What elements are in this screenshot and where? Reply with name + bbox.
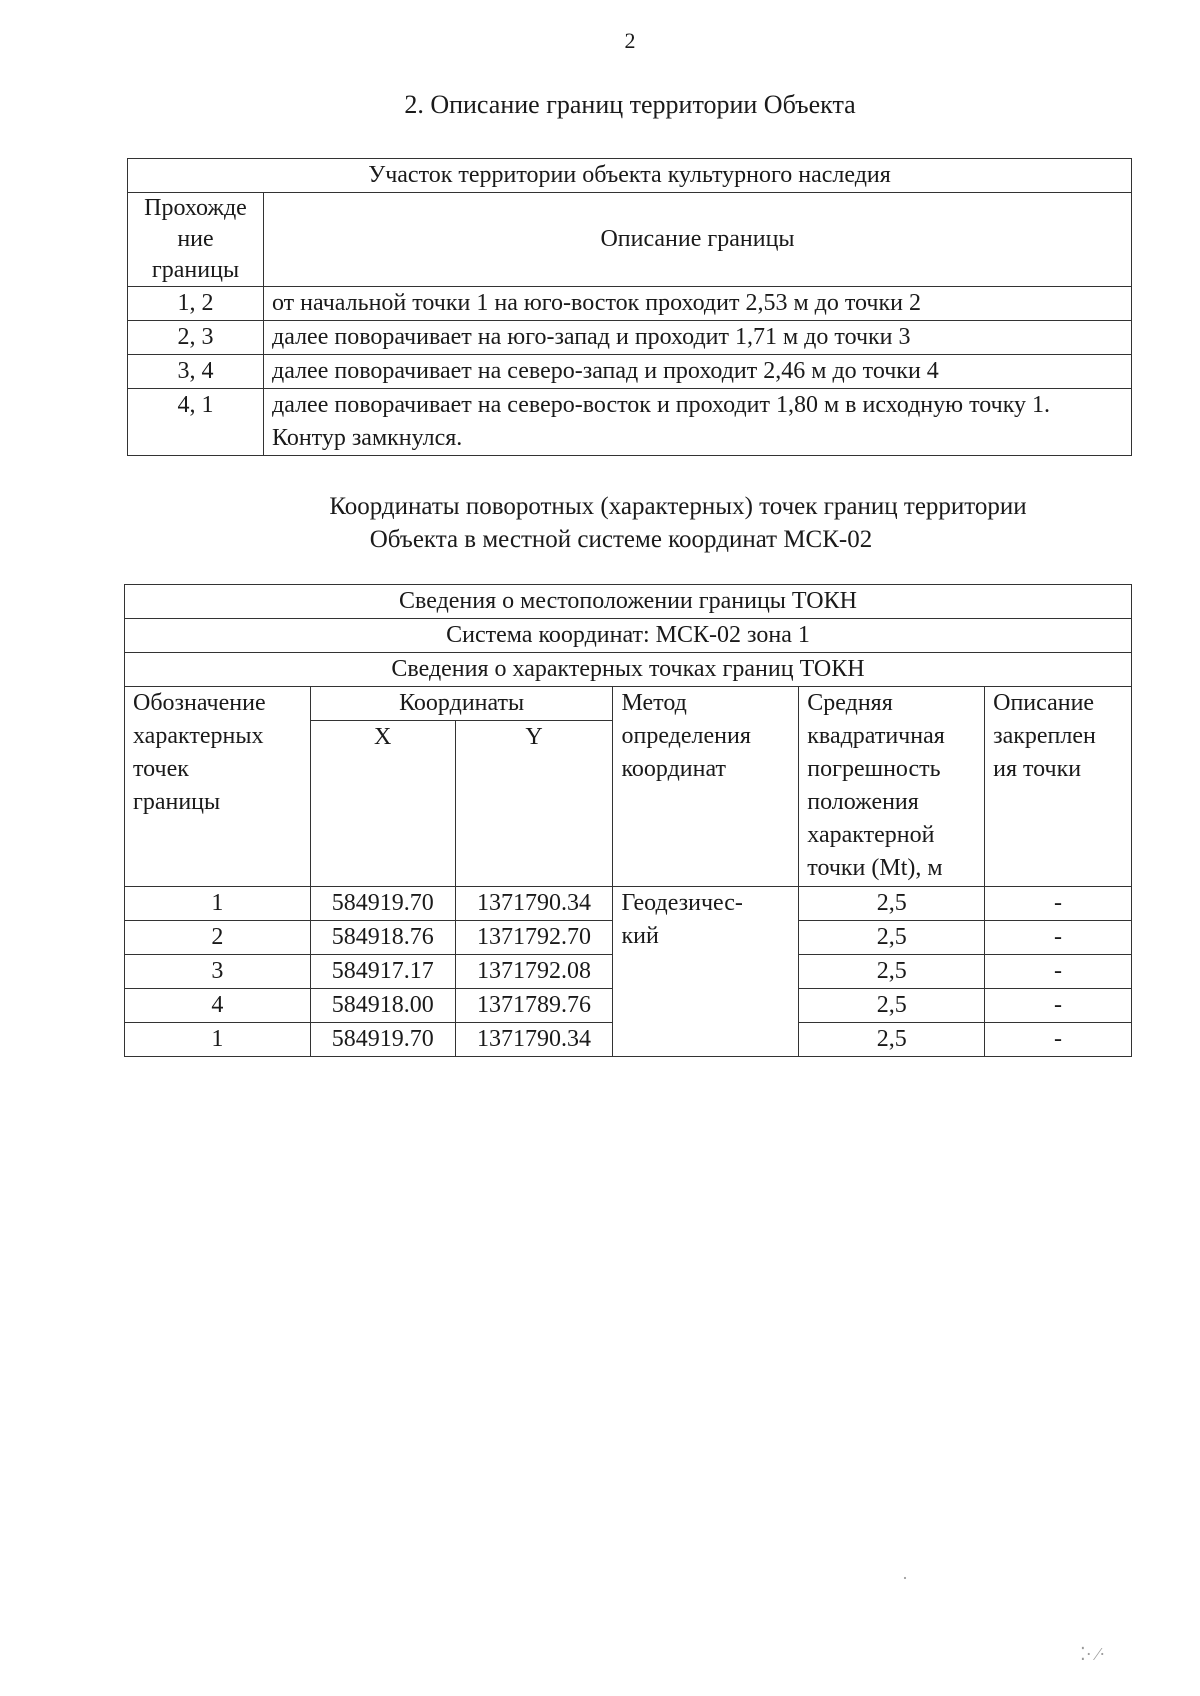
table-title-row bbox=[128, 159, 1132, 193]
segment-column-header: Прохожде ние границы bbox=[128, 193, 264, 287]
x-cell: 584918.00 bbox=[310, 989, 455, 1023]
method-cell: Геодезичес- кий bbox=[613, 887, 799, 1057]
description-cell: от начальной точки 1 на юго-восток проходит 2,53 м до точки 2 bbox=[264, 287, 1132, 321]
coordinates-heading-line-1: Координаты поворотных (характерных) точек границ территории bbox=[329, 493, 1027, 520]
fixing-cell: - bbox=[985, 887, 1132, 921]
y-cell: 1371790.34 bbox=[455, 1023, 613, 1057]
error-column-header: Средняя квадратичная погрешность положения характерной точки (Mt), м bbox=[799, 687, 985, 887]
point-cell: 1 bbox=[125, 1023, 311, 1057]
point-cell: 2 bbox=[125, 921, 311, 955]
table-title-row bbox=[125, 619, 1132, 653]
scan-speck: · bbox=[902, 1568, 908, 1588]
scan-marks: ⁚· ⁄· bbox=[1080, 1644, 1106, 1664]
coordinates-heading-line-2: Объекта в местной системе координат МСК-02 bbox=[369, 526, 873, 553]
coordinates-heading bbox=[0, 490, 1200, 556]
point-column-header: Обозначение характерных точек границы bbox=[125, 687, 311, 887]
fixing-cell: - bbox=[985, 1023, 1132, 1057]
description-column-header: Описание границы bbox=[264, 193, 1132, 287]
coordinate-system-title: Система координат: МСК-02 зона 1 bbox=[125, 619, 1132, 653]
segment-cell: 2, 3 bbox=[128, 321, 264, 355]
y-cell: 1371790.34 bbox=[455, 887, 613, 921]
y-cell: 1371792.70 bbox=[455, 921, 613, 955]
table-header-row bbox=[128, 193, 1132, 287]
segment-cell: 4, 1 bbox=[128, 389, 264, 456]
points-info-title: Сведения о характерных точках границ ТОКН bbox=[125, 653, 1132, 687]
x-cell: 584919.70 bbox=[310, 887, 455, 921]
boundary-table bbox=[127, 158, 1132, 456]
description-cell: далее поворачивает на юго-запад и проходит 1,71 м до точки 3 bbox=[264, 321, 1132, 355]
table-row bbox=[125, 887, 1132, 921]
y-cell: 1371792.08 bbox=[455, 955, 613, 989]
table-row bbox=[128, 287, 1132, 321]
y-column-header: Y bbox=[455, 721, 613, 887]
section-heading: 2. Описание границ территории Объекта bbox=[404, 90, 856, 119]
error-cell: 2,5 bbox=[799, 921, 985, 955]
page-number: 2 bbox=[624, 28, 636, 53]
table-row bbox=[128, 389, 1132, 456]
coordinates-table bbox=[124, 584, 1132, 1057]
coordinates-column-header: Координаты bbox=[310, 687, 613, 721]
table-title-row bbox=[125, 653, 1132, 687]
x-column-header: X bbox=[310, 721, 455, 887]
fixing-column-header: Описание закреплен ия точки bbox=[985, 687, 1132, 887]
fixing-cell: - bbox=[985, 921, 1132, 955]
point-cell: 1 bbox=[125, 887, 311, 921]
fixing-cell: - bbox=[985, 989, 1132, 1023]
table-title-row bbox=[125, 585, 1132, 619]
description-cell: далее поворачивает на северо-запад и проходит 2,46 м до точки 4 bbox=[264, 355, 1132, 389]
description-cell: далее поворачивает на северо-восток и проходит 1,80 м в исходную точку 1. Контур замкнулся. bbox=[264, 389, 1132, 456]
method-column-header: Метод определения координат bbox=[613, 687, 799, 887]
table-header-row bbox=[125, 687, 1132, 721]
boundary-table-title: Участок территории объекта культурного наследия bbox=[128, 159, 1132, 193]
point-cell: 4 bbox=[125, 989, 311, 1023]
error-cell: 2,5 bbox=[799, 955, 985, 989]
y-cell: 1371789.76 bbox=[455, 989, 613, 1023]
fixing-cell: - bbox=[985, 955, 1132, 989]
x-cell: 584917.17 bbox=[310, 955, 455, 989]
x-cell: 584918.76 bbox=[310, 921, 455, 955]
table-row bbox=[128, 355, 1132, 389]
table-row bbox=[128, 321, 1132, 355]
coordinates-table-title: Сведения о местоположении границы ТОКН bbox=[125, 585, 1132, 619]
segment-cell: 1, 2 bbox=[128, 287, 264, 321]
segment-cell: 3, 4 bbox=[128, 355, 264, 389]
error-cell: 2,5 bbox=[799, 989, 985, 1023]
error-cell: 2,5 bbox=[799, 1023, 985, 1057]
x-cell: 584919.70 bbox=[310, 1023, 455, 1057]
error-cell: 2,5 bbox=[799, 887, 985, 921]
point-cell: 3 bbox=[125, 955, 311, 989]
